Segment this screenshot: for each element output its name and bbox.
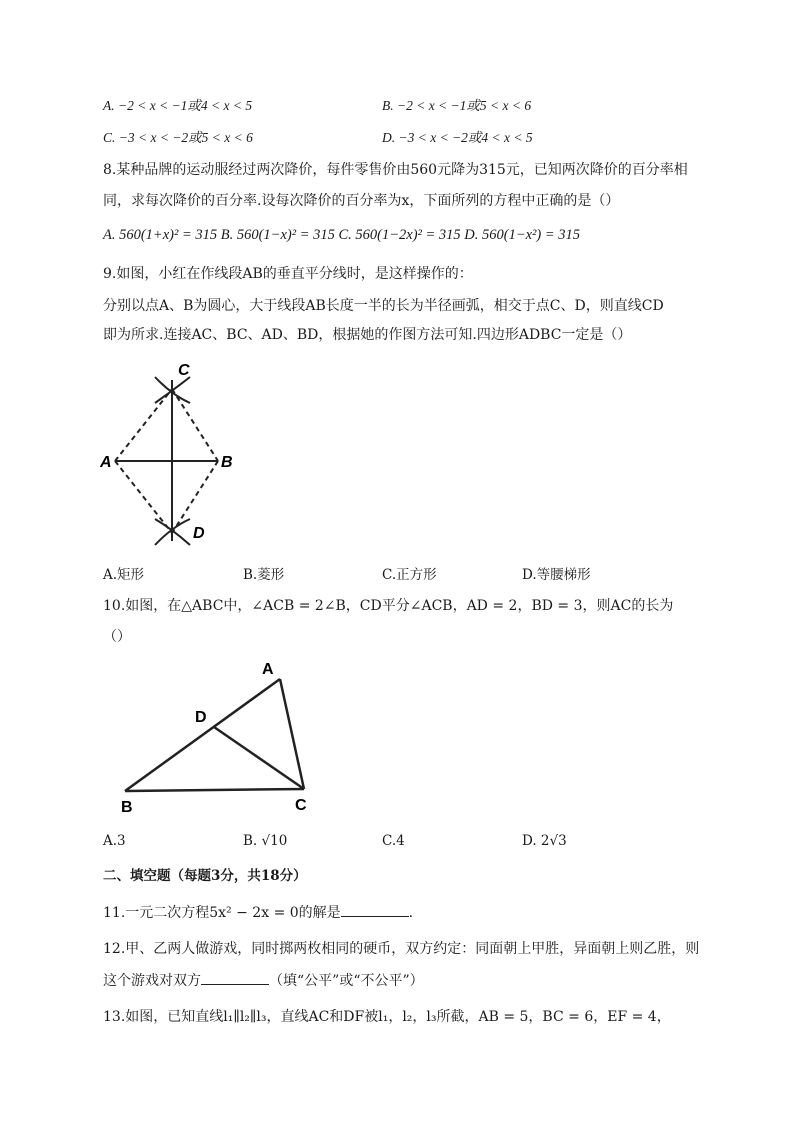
q9-option-d: D.等腰梯形 [522,567,591,583]
q10-segment-ac [280,679,304,789]
q8-line1: 8.某种品牌的运动服经过两次降价，每件零售价由560元降为315元，已知两次降价的百分率相 [103,162,688,178]
q10-label-d: D [195,709,207,726]
q9-label-a: A [100,454,112,471]
q7-option-d: D. −3 < x < −2或4 < x < 5 [382,130,533,145]
q9-line3: 即为所求.连接AC、BC、AD、BD，根据她的作图方法可知.四边形ADBC一定是（） [103,327,632,343]
q9-figure [100,355,250,555]
q8-line2: 同，求每次降价的百分率.设每次降价的百分率为x，下面所列的方程中正确的是（） [103,193,620,209]
q10-option-c: C.4 [382,833,405,849]
q7-option-b: B. −2 < x < −1或5 < x < 6 [382,98,532,113]
section-title: 二、填空题（每题3分，共18分） [103,868,307,884]
q11-end: . [408,905,414,921]
q11-answer-blank[interactable] [341,902,409,917]
q9-label-c: C [178,362,190,379]
q9-label-d: D [193,525,205,542]
q7-option-c: C. −3 < x < −2或5 < x < 6 [103,130,253,145]
q9-option-b: B.菱形 [243,567,285,583]
q10-segment-dc [214,727,304,789]
q10-line2: （） [103,629,131,645]
q12-answer-blank[interactable] [201,970,269,985]
q9-label-b: B [221,454,233,471]
q9-segment-ad [115,461,172,533]
q10-label-b: B [121,799,133,815]
q10-segment-ba [125,679,280,791]
q9-segment-bd [172,461,218,533]
q9-line2: 分别以点A、B为圆心，大于线段AB长度一半的长为半径画弧，相交于点C、D，则直线CD [103,298,664,314]
q9-segment-ac [115,389,172,461]
q10-option-d: D. 2√3 [522,833,567,849]
q9-line1: 9.如图，小红在作线段AB的垂直平分线时，是这样操作的： [103,266,473,282]
q10-option-b: B. √10 [243,833,288,849]
q12-text: 这个游戏对双方 [103,973,201,989]
q9-option-c: C.正方形 [382,567,437,583]
q12-line1: 12.甲、乙两人做游戏，同时掷两枚相同的硬币，双方约定：同面朝上甲胜，异面朝上则乙胜，则 [103,941,700,957]
q8-options: A. 560(1+x)² = 315 B. 560(1−x)² = 315 C. 560(1−2x)² = 315 D. 560(1−x²) = 315 [103,227,581,243]
q9-segment-cb [172,389,218,461]
q7-option-a: A. −2 < x < −1或4 < x < 5 [103,98,253,113]
q12-line2 [103,970,424,991]
q10-label-a: A [262,661,274,678]
q10-label-c: C [295,797,307,814]
q10-figure [115,655,335,815]
q10-segment-bc [125,789,304,791]
q10-option-a: A.3 [103,833,126,849]
q11 [103,902,413,923]
q9-option-a: A.矩形 [103,567,145,583]
q12-hint: （填“公平”或“不公平”） [269,973,424,989]
q11-text: 11.一元二次方程5x² − 2x = 0的解是 [103,905,341,921]
q10-line1: 10.如图，在△ABC中，∠ACB = 2∠B，CD平分∠ACB，AD = 2，BD = 3，则AC的长为 [103,598,674,614]
q13-line1: 13.如图，已知直线l₁∥l₂∥l₃，直线AC和DF被l₁，l₂，l₃所截，AB = 5，BC = 6，EF = 4， [103,1009,671,1025]
